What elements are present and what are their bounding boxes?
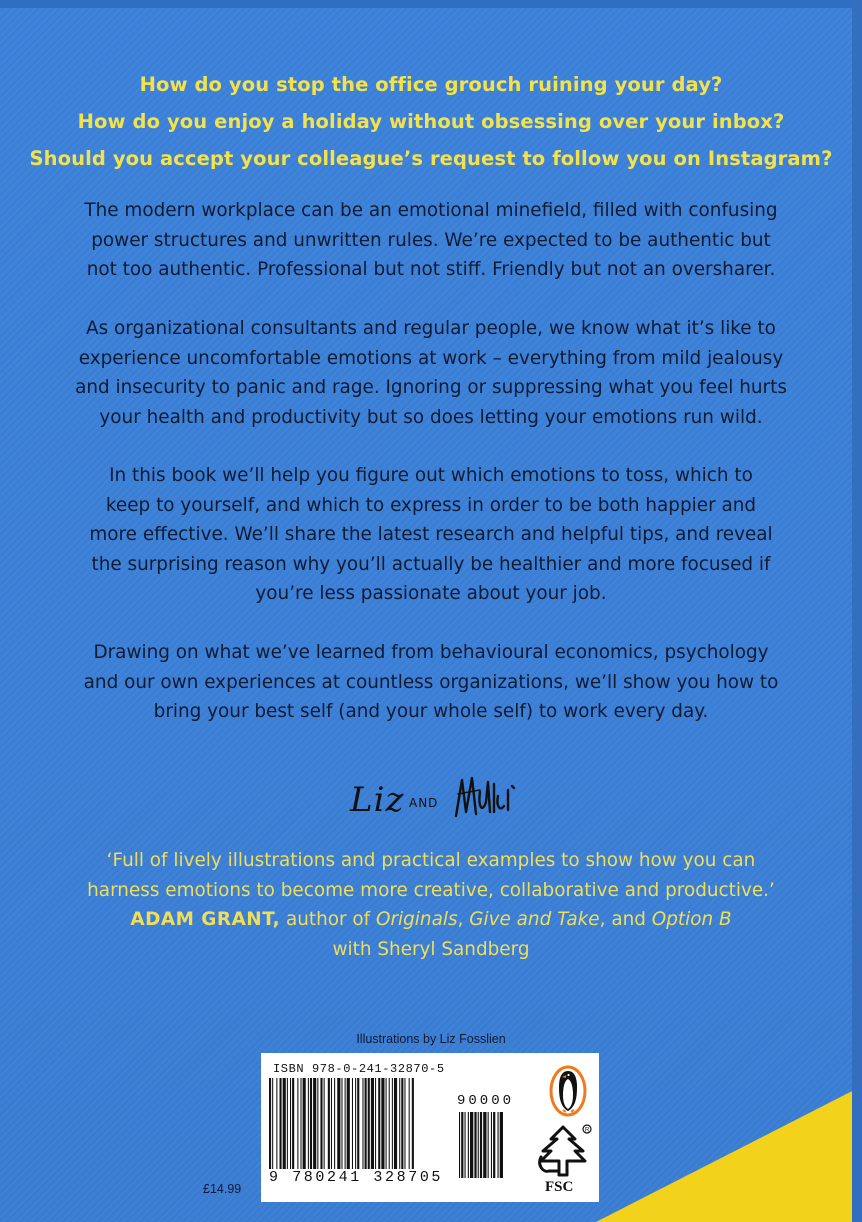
blurb-line: The modern workplace can be an emotional minefield, filled with confusing bbox=[84, 200, 778, 221]
penguin-logo-icon bbox=[549, 1065, 587, 1117]
endorsement-quote bbox=[40, 846, 822, 964]
quote-attribution bbox=[40, 905, 822, 935]
blurb-line: power structures and unwritten rules. We’re expected to be authentic but bbox=[91, 229, 771, 251]
quote-line-1: ‘Full of lively illustrations and practical examples to show how you can bbox=[106, 850, 756, 871]
signature-liz: Liz bbox=[350, 780, 405, 820]
question-1: How do you stop the office grouch ruining your day? bbox=[139, 73, 723, 96]
quote-line-2: harness emotions to become more creative, collaborative and productive.’ bbox=[87, 879, 775, 901]
cover-top-edge bbox=[0, 0, 862, 8]
isbn-label: ISBN 978-0-241-32870-5 bbox=[273, 1062, 445, 1076]
question-2: How do you enjoy a holiday without obsessing over your inbox? bbox=[77, 110, 785, 133]
signature-and: AND bbox=[409, 796, 439, 810]
barcode-addon-digits: 90000 bbox=[457, 1093, 515, 1109]
question-3: Should you accept your colleague’s request to follow you on Instagram? bbox=[29, 147, 833, 170]
blurb-line: not too authentic. Professional but not stiff. Friendly but not an oversharer. bbox=[86, 259, 776, 280]
quote-line-4: with Sheryl Sandberg bbox=[332, 938, 530, 960]
blurb-line: In this book we’ll help you figure out which emotions to toss, which to bbox=[109, 465, 753, 486]
svg-text:R: R bbox=[585, 1127, 590, 1134]
blurb-line: more effective. We’ll share the latest research and helpful tips, and reveal bbox=[89, 524, 773, 545]
signature-mollie-scribble bbox=[452, 772, 522, 820]
blurb-line: experience uncomfortable emotions at work – everything from mild jealousy bbox=[78, 347, 784, 369]
blurb-line: the surprising reason why you’ll actually be healthier and more focused if bbox=[91, 553, 771, 575]
blurb-line: and our own experiences at countless organizations, we’ll show you how to bbox=[83, 671, 779, 693]
blurb-line: your health and productivity but so does letting your emotions run wild. bbox=[99, 406, 763, 428]
book-title-option-b: Option B bbox=[651, 909, 732, 930]
blurb-paragraph-2 bbox=[40, 314, 822, 432]
blurb-line: Drawing on what we’ve learned from behavioural economics, psychology bbox=[93, 642, 769, 663]
blurb-line: keep to yourself, and which to express in order to be both happier and bbox=[105, 494, 757, 516]
fsc-label: FSC bbox=[545, 1179, 574, 1195]
quote-author-name: ADAM GRANT, bbox=[130, 909, 281, 930]
book-title-originals: Originals bbox=[375, 909, 458, 930]
barcode-panel bbox=[261, 1053, 599, 1202]
quote-author-desc: author of bbox=[280, 909, 376, 930]
blurb-paragraph-1 bbox=[40, 196, 822, 285]
quote-separator: , bbox=[457, 909, 470, 930]
illustrations-credit: Illustrations by Liz Fosslien bbox=[356, 1032, 506, 1046]
teaser-questions bbox=[0, 66, 862, 177]
blurb-line: As organizational consultants and regular people, we know what it’s like to bbox=[86, 318, 776, 339]
blurb-line: bring your best self (and your whole self) to work every day. bbox=[153, 701, 709, 722]
blurb-paragraph-4 bbox=[40, 638, 822, 727]
price-label: £14.99 bbox=[203, 1182, 242, 1196]
barcode-ean-digits: 9 780241 328705 bbox=[269, 1169, 444, 1186]
blurb-paragraph-3 bbox=[40, 461, 822, 609]
quote-separator: , and bbox=[599, 909, 652, 930]
book-title-give-and-take: Give and Take bbox=[469, 909, 600, 930]
blurb-line: you’re less passionate about your job. bbox=[255, 583, 607, 604]
author-signatures bbox=[0, 768, 862, 828]
fsc-tree-icon bbox=[537, 1121, 593, 1179]
blurb-line: and insecurity to panic and rage. Ignoring or suppressing what you feel hurts bbox=[75, 377, 787, 398]
